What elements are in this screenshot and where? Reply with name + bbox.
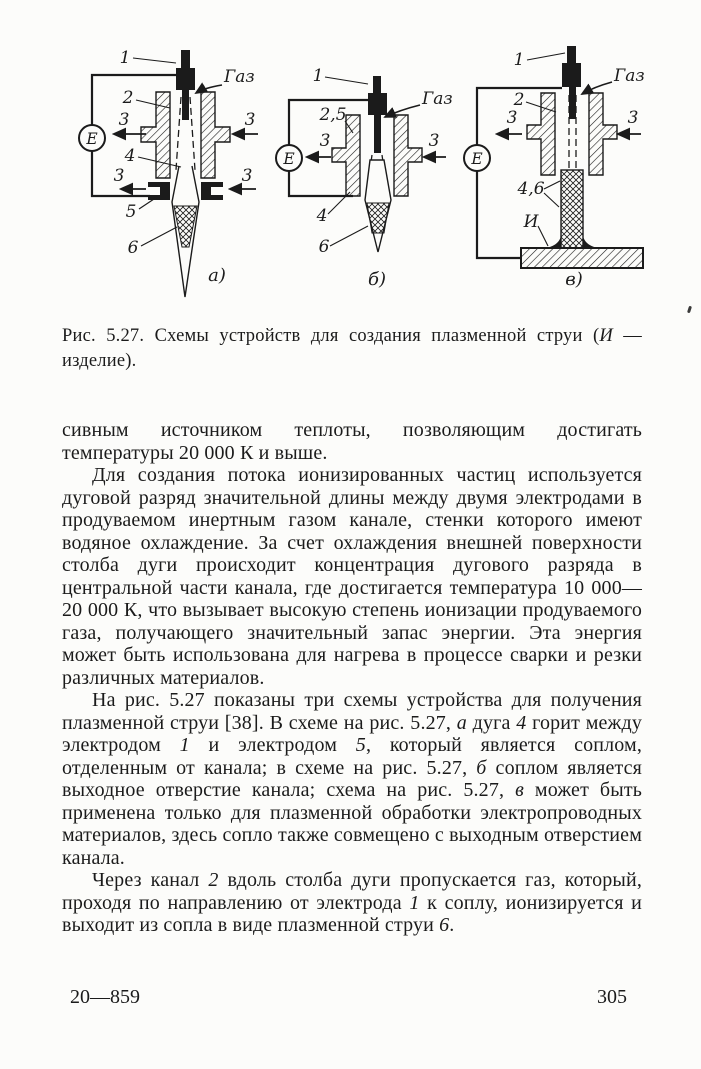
callout-3: 3 bbox=[506, 108, 518, 128]
plasma-column-crosshatch bbox=[561, 170, 583, 248]
channel-wall-right bbox=[394, 115, 422, 196]
paragraph: Для создания потока ионизированных частиц используется дуговой разряд значительной длины между двумя электродами в продуваемом инертным газом канале, стенки которого имеют водяное охлаждение. За счет охлаждения внешней поверхности столба дуги происходит концентрация дугового разряда в центральной части канала, где достигается температура 10 000—20 000 К, что вызывает высокую степень ионизации продуваемого газа, получающего значительный запас энергии. Эта энергия может быть использована для нагрева в процессе сварки и резки различных материалов. bbox=[62, 464, 642, 689]
callout-3: 3 bbox=[118, 110, 130, 130]
callout-2: 2 bbox=[122, 88, 134, 108]
sublabel-b: б) bbox=[367, 269, 387, 290]
gas-label: Газ bbox=[224, 67, 255, 87]
callout-workpiece: И bbox=[523, 212, 539, 232]
callout-3: 3 bbox=[319, 131, 331, 151]
callout-3: 3 bbox=[627, 108, 639, 128]
signature-mark: 20—859 bbox=[70, 986, 140, 1008]
callout-1: 1 bbox=[513, 50, 525, 70]
sublabel-a: а) bbox=[208, 265, 226, 286]
sublabel-v: в) bbox=[565, 269, 583, 290]
figure-caption: Рис. 5.27. Схемы устройств для создания плазменной струи (И — изделие). bbox=[62, 326, 642, 371]
figure-5-27-diagrams bbox=[0, 0, 701, 318]
callout-4: 4 bbox=[124, 146, 136, 166]
callout-3: 3 bbox=[428, 131, 440, 151]
body-text bbox=[62, 419, 642, 937]
channel-wall-left bbox=[527, 93, 555, 175]
workpiece bbox=[521, 248, 643, 268]
power-source-label: E bbox=[86, 130, 98, 148]
diagram-b bbox=[276, 66, 453, 290]
channel-wall-left bbox=[332, 115, 360, 196]
paragraph: Через канал 2 вдоль столба дуги пропускается газ, который, проходя по направлению от электрода 1 к соплу, ионизируется и выходит из сопла в виде плазменной струи 6. bbox=[62, 869, 642, 936]
callout-5: 5 bbox=[125, 202, 137, 222]
electrode bbox=[368, 76, 387, 153]
callout-2-5: 2,5 bbox=[319, 105, 347, 125]
callout-6: 6 bbox=[127, 238, 139, 258]
electrode bbox=[176, 50, 195, 120]
gas-arrow bbox=[582, 82, 612, 94]
callout-1: 1 bbox=[119, 48, 131, 68]
paragraph: На рис. 5.27 показаны три схемы устройства для получения плазменной струи [38]. В схеме на рис. 5.27, а дуга 4 горит между электродом 1 и электродом 5, который является соплом, отделенным от канала; в схеме на рис. 5.27, б соплом является выходное отверстие канала; схема на рис. 5.27, в может быть применена только для плазменной обработки электропроводных материалов, здесь сопло также совмещено с выходным отверстием канала. bbox=[62, 689, 643, 869]
channel-wall-right bbox=[201, 92, 230, 178]
power-source-label: E bbox=[283, 150, 295, 168]
gas-label: Газ bbox=[614, 66, 645, 86]
plasma-jet-crosshatch bbox=[367, 203, 389, 233]
callout-3: 3 bbox=[113, 166, 125, 186]
page-number: 305 bbox=[597, 986, 627, 1008]
diagram-v bbox=[464, 46, 645, 290]
diagram-a bbox=[79, 48, 258, 297]
callout-4: 4 bbox=[316, 206, 328, 226]
gas-label: Газ bbox=[422, 89, 453, 109]
callout-3: 3 bbox=[241, 166, 253, 186]
callout-2: 2 bbox=[513, 90, 525, 110]
power-source-label: E bbox=[471, 150, 483, 168]
electrode bbox=[562, 46, 581, 119]
paragraph: сивным источником теплоты, позволяющим достигать температуры 20 000 К и выше. bbox=[62, 419, 642, 464]
wire-bottom bbox=[477, 171, 521, 258]
callout-6: 6 bbox=[318, 237, 330, 257]
callout-3: 3 bbox=[244, 110, 256, 130]
wire-bottom bbox=[289, 171, 353, 196]
callout-1: 1 bbox=[312, 66, 324, 86]
callout-4-6: 4,6 bbox=[517, 179, 545, 199]
channel-wall-right bbox=[589, 93, 617, 175]
